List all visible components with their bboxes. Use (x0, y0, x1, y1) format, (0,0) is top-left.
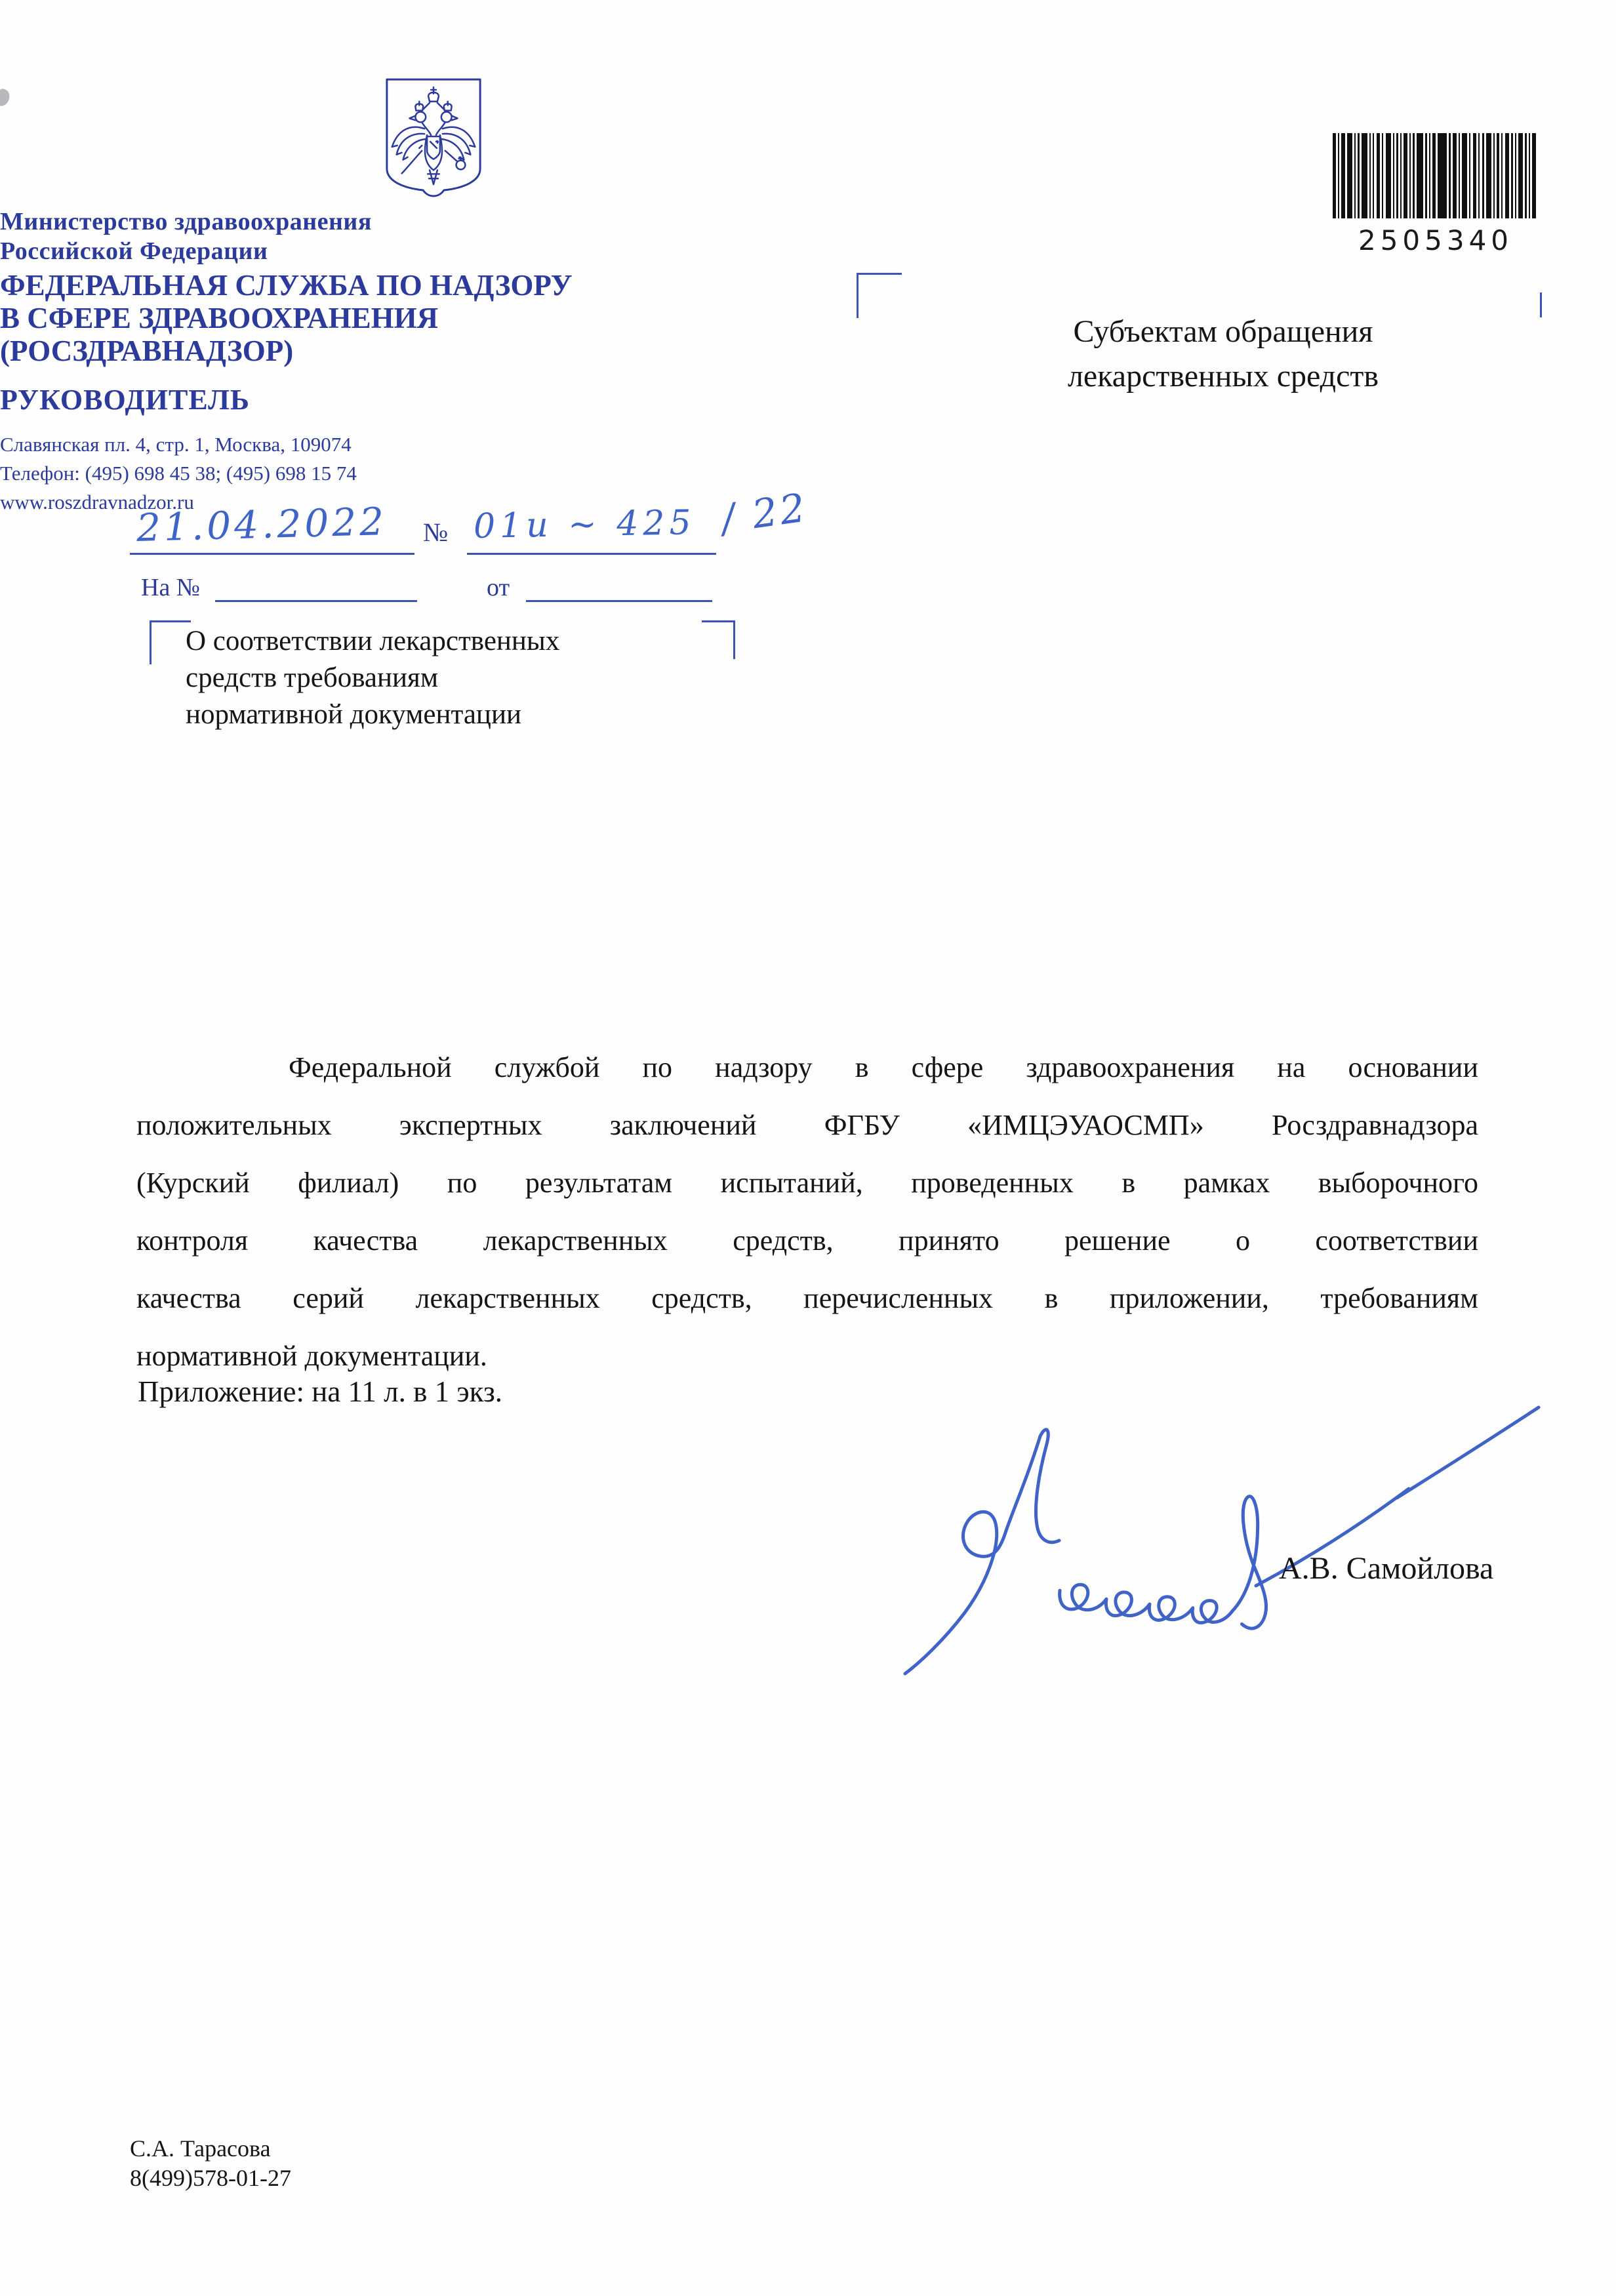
barcode-bars (1331, 133, 1540, 218)
body-line: (Курский филиал) по результатам испытаний, проведенных в рамках выборочного (136, 1167, 1478, 1199)
addressee-line-2: лекарственных средств (1067, 359, 1379, 393)
subject-corner-mark-left (150, 620, 191, 664)
reply-date-blank-underline (526, 600, 712, 602)
body-line: контроля качества лекарственных средств, принято решение о соответствии (136, 1224, 1478, 1257)
handwritten-date: 21.04.2022 (136, 499, 388, 550)
body-line: нормативной документации. (136, 1340, 487, 1372)
letter-body (136, 1039, 1478, 1385)
reply-to-label: На № (141, 574, 201, 601)
handwritten-outgoing-number: 01и ~ 425 (473, 503, 697, 546)
addressee-line-1: Субъектам обращения (1073, 314, 1373, 349)
postal-address: Славянская пл. 4, стр. 1, Москва, 109074 (0, 433, 352, 456)
signer-name: А.В. Самойлова (1279, 1551, 1494, 1586)
executor-block (130, 2134, 291, 2193)
right-margin-mark (1540, 292, 1542, 317)
body-line: Федеральной службой по надзору в сфере здравоохранения на основании (289, 1051, 1478, 1083)
addressee-block (1013, 310, 1433, 399)
handwritten-signature (872, 1396, 1567, 1678)
ministry-line-1: Министерство здравоохранения (0, 208, 372, 235)
body-line: качества серий лекарственных средств, перечисленных в приложении, требованиям (136, 1282, 1478, 1314)
addressee-corner-mark (857, 273, 902, 318)
phone-numbers: Телефон: (495) 698 45 38; (495) 698 15 74 (0, 462, 357, 485)
subject-line-3: нормативной документации (186, 699, 521, 730)
body-line: положительных экспертных заключений ФГБУ «ИМЦЭУАОСМП» Росздравнадзора (136, 1109, 1478, 1141)
scan-artifact-mark (0, 87, 12, 108)
position-title: РУКОВОДИТЕЛЬ (0, 384, 250, 416)
executor-name: С.А. Тарасова (130, 2135, 271, 2162)
subject-line-1: О соответствии лекарственных (186, 626, 560, 656)
coat-of-arms-icon (382, 73, 485, 205)
handwritten-number-suffix: / 22 (718, 485, 811, 542)
reply-number-blank-underline (215, 600, 417, 602)
subject-line-2: средств требованиям (186, 662, 439, 693)
reply-from-label: от (487, 574, 510, 601)
ministry-line-2: Российской Федерации (0, 237, 268, 265)
executor-phone: 8(499)578-01-27 (130, 2165, 291, 2191)
website-url: www.roszdravnadzor.ru (0, 491, 194, 514)
attachment-note: Приложение: на 11 л. в 1 экз. (138, 1375, 502, 1408)
number-sign-label: № (423, 517, 449, 547)
service-line-1: ФЕДЕРАЛЬНАЯ СЛУЖБА ПО НАДЗОРУ (0, 269, 573, 302)
barcode-number: 2505340 (1358, 224, 1514, 256)
number-underline (467, 553, 716, 555)
federal-service-name (0, 269, 623, 367)
letter-subject (186, 623, 723, 733)
date-underline (130, 553, 414, 555)
service-line-2: В СФЕРЕ ЗДРАВООХРАНЕНИЯ (0, 302, 439, 334)
service-line-3: (РОСЗДРАВНАДЗОР) (0, 334, 294, 367)
registration-barcode (1331, 133, 1540, 256)
ministry-name (0, 207, 623, 266)
